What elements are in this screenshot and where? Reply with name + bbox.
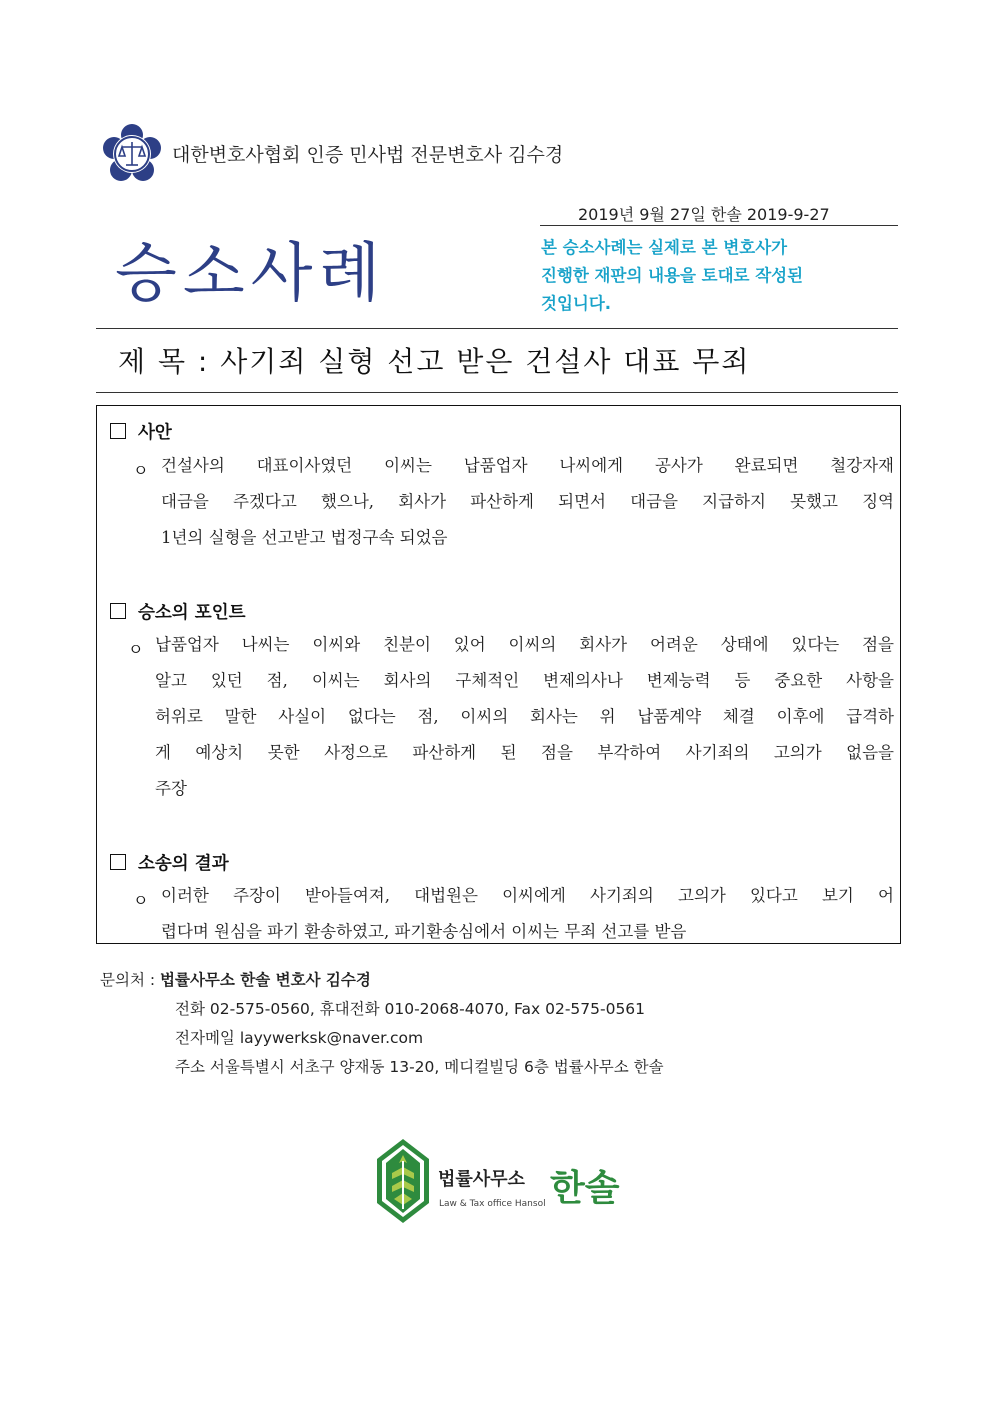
contact-office-row [100, 966, 664, 995]
section-heading-winning-point: 승소의 포인트 [110, 599, 246, 624]
notice-text [541, 234, 897, 318]
bullet-icon: ㅇ [128, 640, 144, 659]
contact-label: 문의처 : [100, 971, 160, 989]
hansol-leaf-logo-icon [375, 1137, 431, 1225]
paragraph-line: 건설사의 대표이사였던 이씨는 납품업자 나씨에게 공사가 완료되면 철강자재 [161, 456, 894, 475]
association-certification-text: 대한변호사협회 인증 민사법 전문변호사 김수경 [172, 144, 564, 166]
divider [96, 328, 898, 329]
page-title: 승소사례 [115, 237, 387, 311]
paragraph-line: 대금을 주겠다고 했으나, 회사가 파산하게 되면서 대금을 지급하지 못했고 징역 [161, 492, 894, 511]
contact-address: 주소 서울특별시 서초구 양재동 13-20, 메디컬빌딩 6층 법률사무소 한솔 [175, 1058, 664, 1076]
section-paragraph-winning-point [155, 627, 894, 807]
contact-info [100, 966, 664, 1082]
paragraph-line: 납품업자 나씨는 이씨와 친분이 있어 이씨의 회사가 어려운 상태에 있다는 점을 [155, 635, 894, 654]
checkbox-square-icon [110, 603, 126, 619]
divider [96, 392, 898, 393]
firm-brand-name: 한솔 [550, 1168, 620, 1209]
document-date: 2019년 9월 27일 한솔 2019-9-27 [578, 205, 830, 224]
date-underline-divider [540, 225, 898, 226]
checkbox-square-icon [110, 854, 126, 870]
paragraph-line: 이러한 주장이 받아들여져, 대법원은 이씨에게 사기죄의 고의가 있다고 보기 어 [161, 886, 894, 905]
section-heading-case: 사안 [110, 419, 172, 444]
notice-line: 본 승소사례는 실제로 본 변호사가 [541, 238, 788, 257]
contact-office: 법률사무소 한솔 변호사 김수경 [160, 971, 371, 989]
firm-name-english: Law & Tax office Hansol [439, 1199, 546, 1209]
bar-association-seal-icon [100, 122, 164, 186]
checkbox-square-icon [110, 423, 126, 439]
paragraph-line: 게 예상치 못한 사정으로 파산하게 된 점을 부각하여 사기죄의 고의가 없음을 [155, 743, 894, 762]
bullet-icon: ㅇ [133, 891, 149, 910]
section-paragraph-case [161, 448, 894, 556]
section-heading-result: 소송의 결과 [110, 850, 229, 875]
notice-line: 진행한 재판의 내용을 토대로 작성된 [541, 266, 804, 285]
notice-line: 것입니다. [541, 294, 612, 313]
firm-name: 법률사무소 [438, 1169, 525, 1190]
paragraph-line: 허위로 말한 사실이 없다는 점, 이씨의 회사는 위 납품계약 체결 이후에 급격하 [155, 707, 894, 726]
contact-phone: 전화 02-575-0560, 휴대전화 010-2068-4070, Fax 02-575-0561 [175, 1000, 646, 1018]
paragraph-line: 렵다며 원심을 파기 환송하였고, 파기환송심에서 이씨는 무죄 선고를 받음 [161, 922, 687, 941]
case-subject: 제 목 : 사기죄 실형 선고 받은 건설사 대표 무죄 [118, 345, 751, 378]
section-paragraph-result [161, 878, 894, 950]
paragraph-line: 1년의 실형을 선고받고 법정구속 되었음 [161, 528, 448, 547]
contact-email: 전자메일 layywerksk@naver.com [175, 1029, 424, 1047]
paragraph-line: 알고 있던 점, 이씨는 회사의 구체적인 변제의사나 변제능력 등 중요한 사항을 [155, 671, 894, 690]
case-content-box [96, 405, 901, 944]
paragraph-line: 주장 [155, 779, 187, 798]
bullet-icon: ㅇ [133, 461, 149, 480]
